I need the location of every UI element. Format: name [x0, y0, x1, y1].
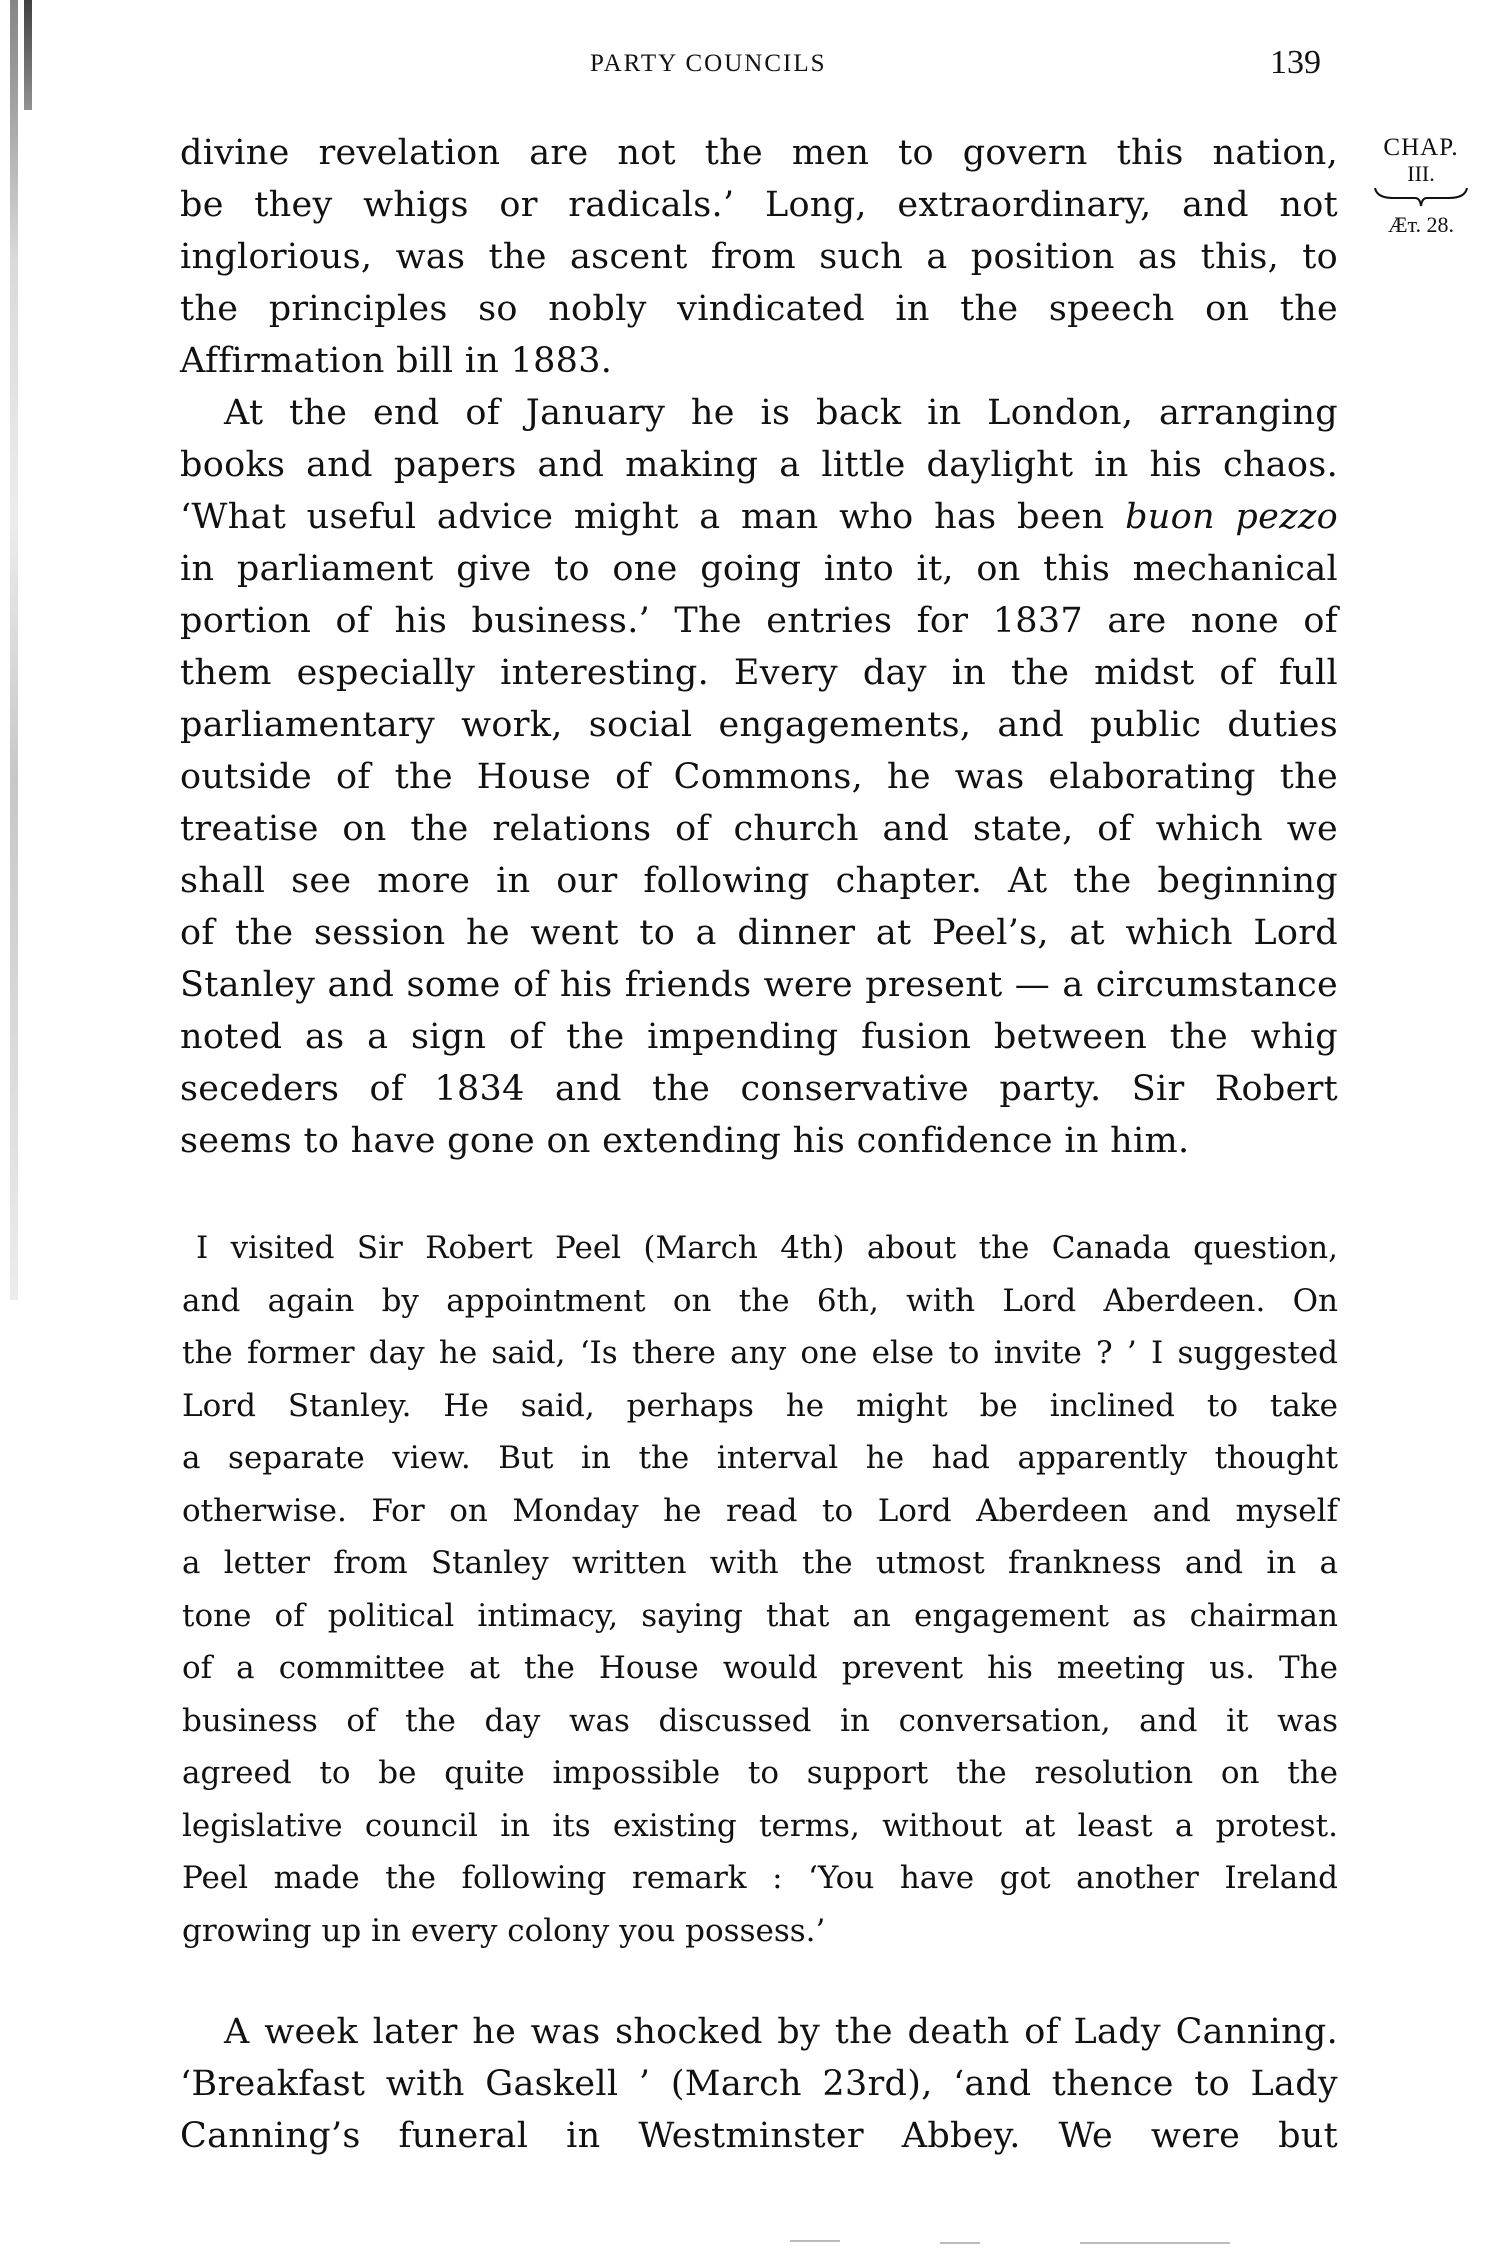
age-label: Æт. 28. — [1387, 212, 1455, 237]
text-line: Stanley and some of his friends were present — a circumstance — [180, 965, 1338, 1005]
running-title: PARTY COUNCILS — [590, 50, 827, 77]
text-line: inglorious, was the ascent from such a position as this, to — [180, 237, 1338, 277]
brace-icon — [1373, 186, 1469, 208]
scan-dust — [940, 2242, 980, 2244]
text-line: them especially interesting. Every day in the midst of full — [180, 653, 1338, 693]
text-line: seceders of 1834 and the conservative party. Sir Robert — [180, 1069, 1338, 1109]
quote-line: and again by appointment on the 6th, with Lord Aberdeen. On — [182, 1282, 1338, 1319]
quote-line: a separate view. But in the interval he had apparently thought — [182, 1440, 1338, 1476]
page-number: 139 — [1270, 44, 1321, 81]
quote-line: agreed to be quite impossible to support the resolution on the — [182, 1755, 1338, 1791]
text-line: seems to have gone on extending his confidence in him. — [180, 1121, 1190, 1161]
text-line: treatise on the relations of church and state, of which we — [180, 809, 1338, 849]
chapter-label: CHAP. — [1383, 134, 1459, 161]
text-line-with-italic — [180, 491, 1338, 543]
margin-note — [1366, 134, 1476, 240]
paragraph-1 — [180, 127, 1338, 387]
text-line: books and papers and making a little daylight in his chaos. — [180, 445, 1338, 485]
text-segment: ‘What useful advice might a man who has been — [180, 497, 1126, 537]
paragraph-4 — [180, 2006, 1338, 2162]
quote-line: Lord Stanley. He said, perhaps he might be inclined to take — [182, 1387, 1338, 1424]
text-line: ‘Breakfast with Gaskell ’ (March 23rd), ‘and thence to Lady — [180, 2064, 1338, 2104]
text-line: in parliament give to one going into it, on this mechanical — [180, 549, 1338, 589]
text-line: A week later he was shocked by the death of Lady Canning. — [224, 2012, 1338, 2052]
scan-edge-artifact — [10, 0, 18, 1300]
quote-line: of a committee at the House would prevent his meeting us. The — [182, 1650, 1338, 1686]
quote-line: tone of political intimacy, saying that an engagement as chairman — [182, 1597, 1338, 1634]
text-line: shall see more in our following chapter. At the beginning — [180, 861, 1338, 901]
quote-line: otherwise. For on Monday he read to Lord Aberdeen and myself — [182, 1492, 1338, 1529]
text-line: the principles so nobly vindicated in the speech on the — [180, 289, 1338, 329]
paragraph-2 — [180, 387, 1338, 1167]
chapter-number: III. — [1407, 161, 1435, 186]
running-head — [0, 44, 1489, 84]
scan-dust — [1080, 2242, 1230, 2244]
text-line: noted as a sign of the impending fusion between the whig — [180, 1017, 1338, 1057]
text-line: outside of the House of Commons, he was elaborating the — [180, 757, 1338, 797]
quote-line: business of the day was discussed in conversation, and it was — [182, 1702, 1338, 1739]
text-line: of the session he went to a dinner at Peel’s, at which Lord — [180, 913, 1338, 953]
quote-line: the former day he said, ‘Is there any one else to invite ? ’ I suggested — [182, 1335, 1338, 1371]
quote-line: Peel made the following remark : ‘You have got another Ireland — [182, 1860, 1338, 1896]
text-line: At the end of January he is back in London, arranging — [224, 393, 1338, 433]
quote-line: I visited Sir Robert Peel (March 4th) about the Canada question, — [196, 1230, 1338, 1266]
quote-line: legislative council in its existing terms, without at least a protest. — [182, 1807, 1338, 1844]
italic-phrase: buon pezzo — [1125, 497, 1338, 537]
block-quote — [182, 1222, 1338, 1957]
quote-line: a letter from Stanley written with the utmost frankness and in a — [182, 1545, 1338, 1581]
text-line: portion of his business.’ The entries for 1837 are none of — [180, 601, 1338, 641]
scan-dust — [790, 2240, 840, 2242]
text-line: be they whigs or radicals.’ Long, extraordinary, and not — [180, 185, 1338, 225]
text-line: Affirmation bill in 1883. — [180, 341, 613, 381]
text-line: divine revelation are not the men to govern this nation, — [180, 133, 1338, 173]
text-line: parliamentary work, social engagements, and public duties — [180, 705, 1338, 745]
quote-line: growing up in every colony you possess.’ — [182, 1912, 826, 1949]
text-line: Canning’s funeral in Westminster Abbey. We were but — [180, 2116, 1338, 2156]
